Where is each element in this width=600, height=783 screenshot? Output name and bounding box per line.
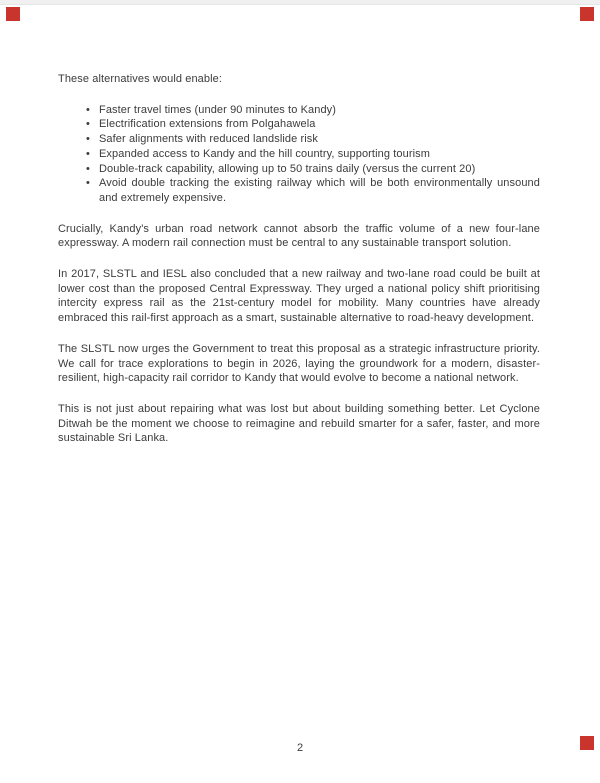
list-item xyxy=(58,103,540,118)
paragraph-slstl-urges: The SLSTL now urges the Government to treat this proposal as a strategic infrastructure priority. We call for trace explorations to begin in 2026, laying the groundwork for a modern, disaster-resilient, high-capacity rail corridor to Kandy that would evolve to become a national network. xyxy=(58,342,540,385)
bullet-icon: • xyxy=(86,147,90,160)
bullet-icon: • xyxy=(86,103,90,116)
list-item xyxy=(58,147,540,162)
list-item xyxy=(58,162,540,177)
bullet-icon: • xyxy=(86,177,90,190)
page-number: 2 xyxy=(296,742,304,754)
list-item xyxy=(58,117,540,132)
bullet-item-text: Electrification extensions from Polgahawela xyxy=(99,118,316,131)
red-corner-marker-top-right xyxy=(580,7,594,21)
bullet-item-text: Avoid double tracking the existing railway which will be both environmentally unsound and extremely expensive. xyxy=(99,177,540,204)
bullet-item-text: Double-track capability, allowing up to 50 trains daily (versus the current 20) xyxy=(99,162,476,175)
bullet-icon: • xyxy=(86,118,90,131)
bullet-item-text: Safer alignments with reduced landslide risk xyxy=(99,133,319,146)
bullet-item-text: Faster travel times (under 90 minutes to Kandy) xyxy=(99,103,337,116)
bullet-item-text: Expanded access to Kandy and the hill country, supporting tourism xyxy=(99,147,430,160)
bullet-icon: • xyxy=(86,162,90,175)
document-page-content xyxy=(58,72,540,446)
list-item xyxy=(58,176,540,205)
bullet-icon: • xyxy=(86,133,90,146)
intro-text: These alternatives would enable: xyxy=(58,73,223,85)
red-corner-marker-top-left xyxy=(6,7,20,21)
paragraph-cyclone-ditwah: This is not just about repairing what was lost but about building something better. Let Cyclone Ditwah be the moment we choose to reimagine and rebuild smarter for a safer, faster, and more sustainable Sri Lanka. xyxy=(58,402,540,445)
top-edge-strip xyxy=(0,0,600,5)
paragraph-kandy-road-network: Crucially, Kandy's urban road network cannot absorb the traffic volume of a new four-lane expressway. A modern rail connection must be central to any sustainable transport solution. xyxy=(58,222,540,250)
bullet-list xyxy=(58,103,540,206)
paragraph-2017-study: In 2017, SLSTL and IESL also concluded that a new railway and two-lane road could be built at lower cost than the proposed Central Expressway. They urged a national policy shift prioritising intercity express rail as the 21st-century model for mobility. Many countries have already embraced this rail-first approach as a smart, sustainable alternative to road-heavy development. xyxy=(58,268,540,325)
list-item xyxy=(58,132,540,147)
